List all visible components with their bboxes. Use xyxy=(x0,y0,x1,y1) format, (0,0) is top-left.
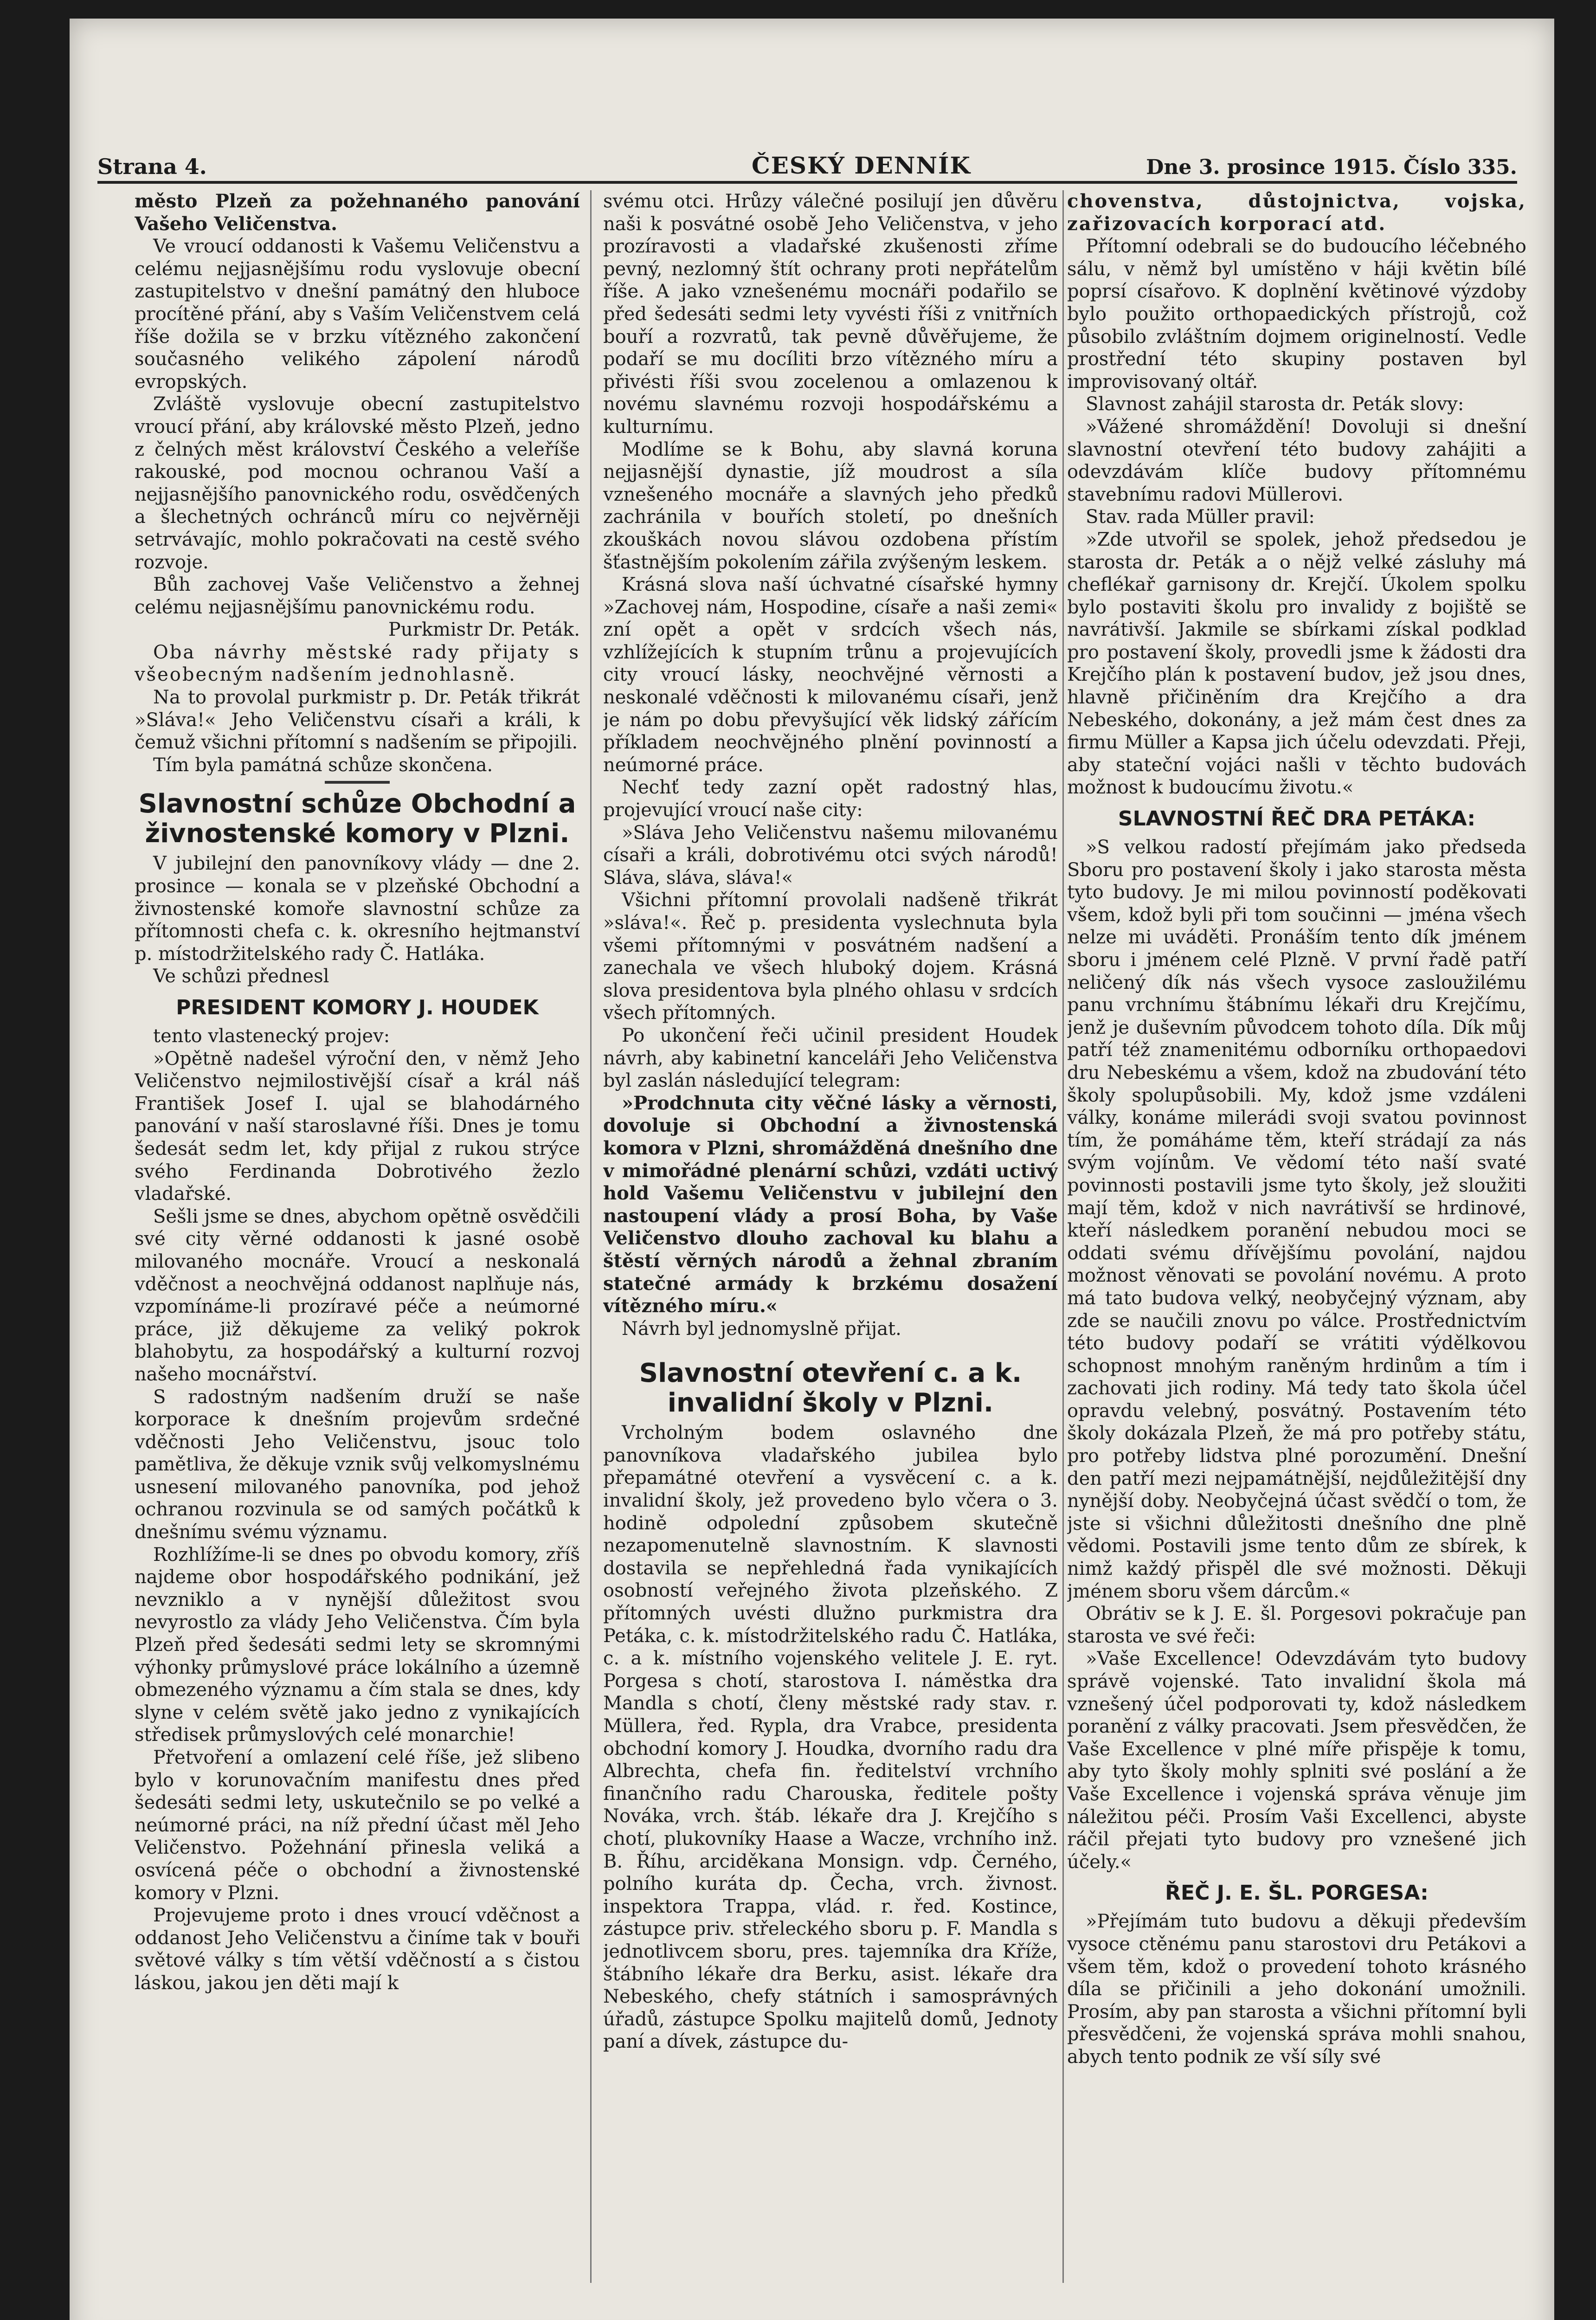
page-header xyxy=(97,148,1517,184)
paragraph: Ve vroucí oddanosti k Vašemu Veličenstvu a celému nejjasnějšímu rodu vyslovuje obecní zastupitelstvo v dnešní památný den hluboce procítěné přání, aby s Vaším Veličenstvem celá říše dožila se v brzku vítězného zakončení současného velikého zápolení národů evropských. xyxy=(135,236,580,393)
column-rule xyxy=(590,190,592,2283)
paragraph: Rozhlížíme-li se dnes po obvodu komory, zříš najdeme obor hospodářského podnikání, jež nevzniklo a v nynější důležitost svou nevyrostlo za vlády Jeho Veličenstva. Čím byla Plzeň před šedesáti sedmi lety se skromnými výhonky průmyslové práce lokálního a územně obmezeného významu a čím stala se dnes, kdy slyne v celém světě jako jedno z vynikajících středisek průmyslových celé monarchie! xyxy=(135,1544,580,1746)
column-2 xyxy=(603,190,1058,2292)
page-number: Strana 4. xyxy=(97,154,207,179)
paragraph: Vrcholným bodem oslavného dne panovníkova vladařského jubilea bylo přepamátné otevření a vysvěcení c. a k. invalidní školy, jež provedeno bylo včera o 3. hodině odpolední způsobem skutečně nezapomenutelně slavnostním. K slavnosti dostavila se nepřehledná řada vynikajících osobností veřejného života plzeňského. Z přítomných uvésti dlužno purkmistra dra Petáka, c. k. místodržitelského radu Č. Hatláka, c. a k. místního vojenského velitele J. E. ryt. Porgesa s chotí, starostova I. náměstka dra Mandla s chotí, členy městské rady stav. r. Müllera, řed. Rypla, dra Vrabce, presidenta obchodní komory J. Houdka, dvorního radu dra Albrechta, chefa fin. ředitelství vrchního finančního radu Charouska, ředitele pošty Nováka, vrch. štáb. lékaře dra J. Krejčího s chotí, plukovníky Haase a Wacze, vrchního inž. B. Říhu, arciděkana Monsign. vdp. Černého, polního kuráta dp. Čecha, vrch. živnost. inspektora Trappa, vlád. r. řed. Kostince, zástupce priv. střeleckého sboru p. F. Mandla s jednotlivcem sboru, pres. tajemníka dra Kříže, štábního lékaře dra Berku, asist. lékaře dra Nebeského, chefy státních i samosprávných úřadů, zástupce Spolku majitelů domů, Jednoty paní a dívek, zástupce du- xyxy=(603,1422,1058,2053)
paragraph: město Plzeň za požehnaného panování Vašeho Veličenstva. xyxy=(135,190,580,235)
separator xyxy=(325,781,390,784)
paragraph: Na to provolal purkmistr p. Dr. Peták třikrát »Sláva!« Jeho Veličenstvu císaři a králi, k čemuž všichni přítomní s nadšením se připojili. xyxy=(135,687,580,754)
article-headline: Slavnostní schůze Obchodní a živnostenské komory v Plzni. xyxy=(138,789,576,849)
section-subhead: ŘEČ J. E. ŠL. PORGESA: xyxy=(1165,1881,1429,1905)
paragraph: »Vaše Excellence! Odevzdávám tyto budovy správě vojenské. Tato invalidní škola má vznešený účel podporovati ty, kdož následkem poranění z války pracovati. Jsem přesvědčen, že Vaše Excellence v plné míře přispěje k tomu, aby tyto školy mohly splniti své poslání a že Vaše Excellence i vojenská správa věnuje jim náležitou péči. Prosím Vaši Excellenci, abyste ráčil přejati tyto budovy pro vznešené jich účely.« xyxy=(1067,1648,1526,1873)
column-rule xyxy=(1062,190,1064,2283)
paragraph: Tím byla památná schůze skončena. xyxy=(153,754,493,776)
paragraph: »S velkou radostí přejímám jako předseda Sboru pro postavení školy i jako starosta města tyto budovy. Je mi milou povinností poděkovati všem, kdož byli při tom součinni — jména všech nelze mi uváděti. Pronáším tento dík jménem sboru i jménem celé Plzně. V první řadě patří neličený dík nás všech vysoce zasloužilému panu vrchnímu štábnímu lékaři dru Krejčímu, jenž je duševním původcem tohoto díla. Dík můj patří též znamenitému odborníku orthopaedovi dru Nebeskému a všem, kdož na zbudování této školy spolupůsobili. My, kdož jsme vzdáleni války, konáme milerádi svoji svatou povinnost tím, že pomáháme těm, kteří strádají za nás svým vojínům. Ve vědomí této naší svaté povinnosti postavili jsme tyto školy, jež sloužiti mají těm, kdož v nich navrátivší se hrdinové, kteří následkem poranění nebudou moci se oddati svému dřívějšímu povolání, najdou možnost věnovati se povolání novému. A proto má tato budova velký, neobyčejný význam, aby zde se naučili znovu po válce. Prostřednictvím této budovy podaří se vrátiti výdělkovou schopnost mnohým raněným hrdinům a tím i zachovati jich rodiny. Má tedy tato škola účel opravdu velebný, posvátný. Postavením této školy dokázala Plzeň, že má pro potřeby státu, pro potřeby lidstva plné porozumění. Dnešní den patří mezi nejpamátnější, nejdůležitější dny nynější doby. Neobyčejná účast svědčí o tom, že jste si všichni důležitosti dnešního dne plně vědomi. Postavili jsme tento dům ze sbírek, k nimž každý přispěl dle své možnosti. Děkuji jménem sboru všem dárcům.« xyxy=(1067,837,1526,1602)
paragraph: »Opětně nadešel výroční den, v němž Jeho Veličenstvo nejmilostivější císař a král náš František Josef I. ujal se blahodárného panování v naší staroslavné říši. Dnes je tomu šedesát sedm let, kdy přijal z rukou strýce svého Ferdinanda Dobrotivého žezlo vladařské. xyxy=(135,1048,580,1205)
paragraph: Bůh zachovej Vaše Veličenstvo a žehnej celému nejjasnějšímu panovnickému rodu. xyxy=(135,574,580,618)
paragraph: Slavnost zahájil starosta dr. Peták slovy: xyxy=(1086,393,1464,415)
paragraph: V jubilejní den panovníkovy vlády — dne 2. prosince — konala se v plzeňské Obchodní a živnostenské komoře slavnostní schůze za přítomnosti chefa c. k. okresního hejtmanství p. místodržitelského rady Č. Hatláka. xyxy=(135,853,580,965)
paragraph: Sešli jsme se dnes, abychom opětně osvědčili své city věrné oddanosti k jasné osobě milovaného mocnáře. Vroucí a neskonalá vděčnost a neochvějná oddanost naplňuje nás, vzpomínáme-li prozíravé péče a neúmorné práce, již děkujeme za veliký pokrok blahobytu, za hospodářský a kulturní rozvoj našeho mocnářství. xyxy=(135,1205,580,1385)
paragraph: »Přejímám tuto budovu a děkuji především vysoce ctěnému panu starostovi dru Petákovi a všem těm, kdož o provedení tohoto krásného díla se přičinili a jeho dokonání umožnili. Prosím, aby pan starosta a všichni přítomní byli přesvědčeni, že vojenská správa mohli snahou, abych tento podnik ze vší síly své xyxy=(1067,1911,1526,2068)
telegram-text: »Prodchnuta city věčné lásky a věrnosti, dovoluje si Obchodní a živnostenská komora v Plzni, shromážděná dnešního dne v mimořádné plenární schůzi, vzdáti uctivý hold Vašemu Veličenstvu v jubilejní den nastoupení vlády a prosí Boha, by Vaše Veličenstvo dlouho zachoval ku blahu a štěstí věrných národů a žehnal zbraním statečné armády k brzkému dosažení vítězného míru.« xyxy=(603,1092,1058,1317)
paragraph: Obrátiv se k J. E. šl. Porgesovi pokračuje pan starosta ve své řeči: xyxy=(1067,1603,1526,1647)
paragraph: chovenstva, důstojnictva, vojska, zařizovacích korporací atd. xyxy=(1067,190,1526,235)
paragraph: Nechť tedy zazní opět radostný hlas, projevující vroucí naše city: xyxy=(603,777,1058,821)
paragraph: Přetvoření a omlazení celé říše, jež slibeno bylo v korunovačním manifestu dnes před šedesáti sedmi lety, uskutečnilo se po velké a neúmorné práci, na níž přední účast měl Jeho Veličenstvo. Požehnání přinesla veliká a osvícená péče o obchodní a živnostenské komory v Plzni. xyxy=(135,1747,580,1904)
paragraph: tento vlastenecký projev: xyxy=(153,1025,390,1047)
paragraph: Ve schůzi přednesl xyxy=(153,966,329,987)
section-subhead: PRESIDENT KOMORY J. HOUDEK xyxy=(176,996,539,1019)
paragraph: Projevujeme proto i dnes vroucí vděčnost a oddanost Jeho Veličenstvu a činíme tak v bouři světové války s tím větší vděčností a s čistou láskou, jakou jen děti mají k xyxy=(135,1905,580,1994)
paragraph: svému otci. Hrůzy válečné posilují jen důvěru naši k posvátné osobě Jeho Veličenstva, v jeho prozíravosti a vladařské zkušenosti zříme pevný, nezlomný štít ochrany proti nepřátelům říše. A jako vznešenému mocnáři podařilo se před šedesáti sedmi lety vyvésti říši z vnitřních bouří a rozvratů, tak pevně důvěřujeme, že podaří se mu docíliti brzo vítězného míru a přivésti říši svou zocelenou a omlazenou k novému slavnému rozvoji hospodářskému a kulturnímu. xyxy=(603,191,1058,438)
section-subhead: SLAVNOSTNÍ ŘEČ DRA PETÁKA: xyxy=(1118,807,1476,831)
paragraph: Stav. rada Müller pravil: xyxy=(1086,506,1315,528)
paragraph: Oba návrhy městské rady přijaty s všeobecným nadšením jednohlasně. xyxy=(135,641,580,686)
column-1 xyxy=(135,190,580,2292)
signature-line: Purkmistr Dr. Peták. xyxy=(388,619,580,641)
paragraph: Krásná slova naší úchvatné císařské hymny »Zachovej nám, Hospodine, císaře a naši zemi« zní opět a opět v srdcích všech nás, vzhlížejících k stupním trůnu a projevujících city vroucí lásky, neochvějné věrnosti a neskonalé vděčnosti k milovanému císaři, jenž je nám po dobu převyšující věk lidský zářícím příkladem neochvějného plnění povinností a neúmorné práce. xyxy=(603,574,1058,776)
paragraph: »Sláva Jeho Veličenstvu našemu milovanému císaři a králi, dobrotivému otci svých národů! Sláva, sláva, sláva!« xyxy=(603,822,1058,889)
article-headline: Slavnostní otevření c. a k. invalidní školy v Plzni. xyxy=(639,1358,1022,1418)
paragraph: Modlíme se k Bohu, aby slavná koruna nejjasnější dynastie, jíž moudrost a síla vznešeného mocnáře a slavných jeho předků zachránila v bouřích století, po dnešních zkouškách novou slávou ozdobena přístím šťastnějším pokolením zářila zvýšeným leskem. xyxy=(603,438,1058,573)
paragraph: Přítomní odebrali se do budoucího léčebného sálu, v němž byl umístěno v háji květin bílé poprsí císařovo. K doplnění květinové výzdoby bylo použito orthopaedických přístrojů, což působilo zvláštním dojmem originelností. Vedle prostřední této skupiny postaven byl improvisovaný oltář. xyxy=(1067,236,1526,393)
paragraph: S radostným nadšením druží se naše korporace k dnešním projevům srdečné vděčnosti Jeho Veličenstvu, jsouc tolo pamětliva, že děkuje vznik svůj velkomyslnému usnesení milovaného panovníka, pod jehož ochranou rozvinula se od samých počátků k dnešnímu svému významu. xyxy=(135,1386,580,1543)
date-issue: Dne 3. prosince 1915. Číslo 335. xyxy=(1146,155,1517,179)
paragraph: »Vážené shromáždění! Dovoluji si dnešní slavnostní otevření této budovy zahájiti a odevzdávám klíče budovy přítomnému stavebnímu radovi Müllerovi. xyxy=(1067,416,1526,505)
masthead: ČESKÝ DENNÍK xyxy=(752,152,971,179)
paragraph: Po ukončení řeči učinil president Houdek návrh, aby kabinetní kanceláři Jeho Veličenstva byl zaslán následující telegram: xyxy=(603,1025,1058,1092)
column-3 xyxy=(1067,190,1526,2292)
paragraph: »Zde utvořil se spolek, jehož předsedou je starosta dr. Peták a o nějž velké zásluhy má cheflékař garnisony dr. Krejčí. Úkolem spolku bylo postaviti školu pro invalidy z bojiště se navrátivší. Jakmile se sbírkami získal podklad pro postavení školy, provedli jsme k žádosti dra Krejčího plán k postavení budov, jež jsou dnes, hlavně přičiněním dra Krejčího a dra Nebeského, dokonány, a jež mám čest dnes za firmu Müller a Kapsa jich účelu odevzdati. Přeji, aby stateční vojáci našli v těchto budovách možnost k budoucímu životu.« xyxy=(1067,528,1526,799)
paragraph: Zvláště vyslovuje obecní zastupitelstvo vroucí přání, aby královské město Plzeň, jedno z čelných měst království Českého a veleříše rakouské, pod mocnou ochranou Vaší a nejjasnějšího panovnického rodu, osvědčených a šlechetných ochránců míru co nejvěrněji setrvávajíc, mohlo pokračovati na cestě svého rozvoje. xyxy=(135,393,580,573)
paragraph: Návrh byl jednomyslně přijat. xyxy=(622,1318,901,1340)
paragraph: Všichni přítomní provolali nadšeně třikrát »sláva!«. Řeč p. presidenta vyslechnuta byla všemi přítomnými v posvátném nadšení a zanechala ve všech hluboký dojem. Krásná slova presidentova byla plného ohlasu v srdcích všech přítomných. xyxy=(603,889,1058,1024)
